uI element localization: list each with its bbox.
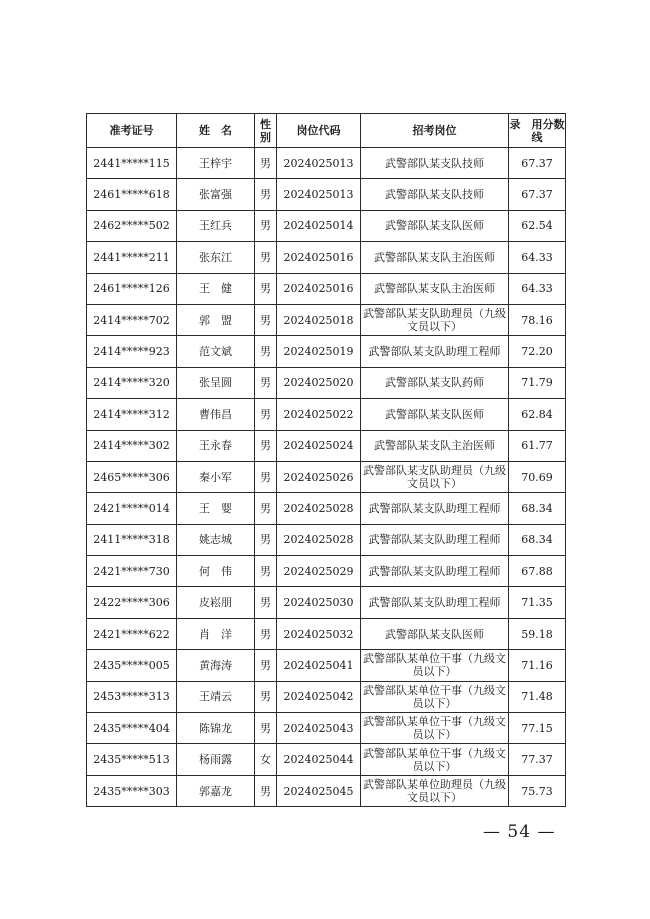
cell-gender: 男: [255, 336, 277, 367]
cell-name: 郭嘉龙: [177, 775, 255, 806]
table-row: [87, 273, 566, 304]
cell-id: 2461*****618: [87, 179, 177, 210]
cell-id: 2411*****318: [87, 524, 177, 555]
cell-name: 王 婴: [177, 493, 255, 524]
cell-name: 郭 盟: [177, 304, 255, 335]
cell-post: 武警部队某支队主治医师: [361, 430, 509, 461]
cell-score: 71.35: [509, 587, 566, 618]
table-row: [87, 210, 566, 241]
cell-id: 2414*****312: [87, 399, 177, 430]
cell-gender: 男: [255, 775, 277, 806]
cell-score: 75.73: [509, 775, 566, 806]
table-row: [87, 148, 566, 179]
cell-code: 2024025014: [277, 210, 361, 241]
cell-score: 62.84: [509, 399, 566, 430]
cell-post: 武警部队某支队医师: [361, 399, 509, 430]
cell-code: 2024025016: [277, 242, 361, 273]
cell-score: 71.16: [509, 650, 566, 681]
cell-name: 曹伟昌: [177, 399, 255, 430]
cell-gender: 男: [255, 430, 277, 461]
cell-id: 2435*****404: [87, 713, 177, 744]
cell-score: 67.37: [509, 179, 566, 210]
table-header-row: [87, 114, 566, 148]
cell-name: 黄海涛: [177, 650, 255, 681]
cell-gender: 男: [255, 681, 277, 712]
cell-gender: 男: [255, 179, 277, 210]
cell-post: 武警部队某支队助理工程师: [361, 556, 509, 587]
cell-code: 2024025018: [277, 304, 361, 335]
cell-id: 2453*****313: [87, 681, 177, 712]
cell-code: 2024025026: [277, 461, 361, 492]
table-row: [87, 399, 566, 430]
cell-score: 71.79: [509, 367, 566, 398]
cell-score: 62.54: [509, 210, 566, 241]
cell-name: 何 伟: [177, 556, 255, 587]
cell-code: 2024025028: [277, 524, 361, 555]
cell-gender: 男: [255, 304, 277, 335]
cell-name: 陈锦龙: [177, 713, 255, 744]
cell-post: 武警部队某支队助理工程师: [361, 587, 509, 618]
table-row: [87, 681, 566, 712]
cell-code: 2024025013: [277, 179, 361, 210]
cell-code: 2024025044: [277, 744, 361, 775]
cell-code: 2024025043: [277, 713, 361, 744]
cell-post: 武警部队某支队主治医师: [361, 273, 509, 304]
cell-gender: 男: [255, 210, 277, 241]
cell-post: 武警部队某单位干事（九级文员以下）: [361, 713, 509, 744]
cell-post: 武警部队某支队助理员（九级文员以下）: [361, 304, 509, 335]
cell-score: 77.37: [509, 744, 566, 775]
cell-code: 2024025024: [277, 430, 361, 461]
cell-code: 2024025041: [277, 650, 361, 681]
table-row: [87, 524, 566, 555]
cell-post: 武警部队某支队技师: [361, 148, 509, 179]
cell-name: 张富强: [177, 179, 255, 210]
table-row: [87, 618, 566, 649]
header-score: 录 用分数线: [509, 114, 566, 148]
table-row: [87, 713, 566, 744]
cell-score: 72.20: [509, 336, 566, 367]
table-row: [87, 179, 566, 210]
cell-id: 2414*****320: [87, 367, 177, 398]
table-row: [87, 650, 566, 681]
cell-post: 武警部队某支队医师: [361, 618, 509, 649]
cell-score: 70.69: [509, 461, 566, 492]
cell-id: 2422*****306: [87, 587, 177, 618]
cell-gender: 男: [255, 148, 277, 179]
cell-id: 2465*****306: [87, 461, 177, 492]
cell-post: 武警部队某支队医师: [361, 210, 509, 241]
table-row: [87, 304, 566, 335]
cell-id: 2462*****502: [87, 210, 177, 241]
cell-gender: 男: [255, 713, 277, 744]
cell-name: 姚志城: [177, 524, 255, 555]
cell-score: 77.15: [509, 713, 566, 744]
cell-post: 武警部队某支队主治医师: [361, 242, 509, 273]
cell-gender: 男: [255, 618, 277, 649]
cell-score: 64.33: [509, 273, 566, 304]
cell-id: 2414*****302: [87, 430, 177, 461]
cell-gender: 男: [255, 242, 277, 273]
cell-name: 王梓宇: [177, 148, 255, 179]
cell-id: 2441*****211: [87, 242, 177, 273]
table-row: [87, 493, 566, 524]
cell-gender: 男: [255, 556, 277, 587]
table-row: [87, 775, 566, 806]
cell-post: 武警部队某支队技师: [361, 179, 509, 210]
cell-id: 2435*****513: [87, 744, 177, 775]
table-row: [87, 587, 566, 618]
cell-code: 2024025013: [277, 148, 361, 179]
cell-code: 2024025030: [277, 587, 361, 618]
cell-post: 武警部队某支队药师: [361, 367, 509, 398]
cell-id: 2421*****622: [87, 618, 177, 649]
cell-gender: 男: [255, 367, 277, 398]
cell-gender: 男: [255, 587, 277, 618]
cell-name: 王红兵: [177, 210, 255, 241]
cell-code: 2024025020: [277, 367, 361, 398]
cell-gender: 女: [255, 744, 277, 775]
cell-id: 2435*****303: [87, 775, 177, 806]
cell-code: 2024025028: [277, 493, 361, 524]
cell-id: 2435*****005: [87, 650, 177, 681]
header-gender: 性别: [255, 114, 277, 148]
cell-score: 64.33: [509, 242, 566, 273]
cell-id: 2461*****126: [87, 273, 177, 304]
table-row: [87, 744, 566, 775]
cell-post: 武警部队某支队助理工程师: [361, 493, 509, 524]
cell-score: 67.37: [509, 148, 566, 179]
table-body: [87, 148, 566, 807]
header-code: 岗位代码: [277, 114, 361, 148]
cell-score: 68.34: [509, 524, 566, 555]
cell-code: 2024025016: [277, 273, 361, 304]
cell-id: 2441*****115: [87, 148, 177, 179]
cell-id: 2414*****702: [87, 304, 177, 335]
page-number: — 54 —: [483, 822, 556, 842]
cell-score: 71.48: [509, 681, 566, 712]
cell-score: 59.18: [509, 618, 566, 649]
cell-gender: 男: [255, 273, 277, 304]
cell-post: 武警部队某单位干事（九级文员以下）: [361, 650, 509, 681]
cell-code: 2024025019: [277, 336, 361, 367]
cell-gender: 男: [255, 493, 277, 524]
cell-code: 2024025022: [277, 399, 361, 430]
table-row: [87, 430, 566, 461]
cell-post: 武警部队某支队助理工程师: [361, 524, 509, 555]
cell-post: 武警部队某单位干事（九级文员以下）: [361, 744, 509, 775]
table-row: [87, 242, 566, 273]
header-name: 姓 名: [177, 114, 255, 148]
cell-gender: 男: [255, 524, 277, 555]
cell-id: 2421*****014: [87, 493, 177, 524]
cell-post: 武警部队某支队助理工程师: [361, 336, 509, 367]
cell-name: 张东江: [177, 242, 255, 273]
cell-post: 武警部队某单位干事（九级文员以下）: [361, 681, 509, 712]
cell-score: 78.16: [509, 304, 566, 335]
table-row: [87, 336, 566, 367]
cell-id: 2421*****730: [87, 556, 177, 587]
results-table: [86, 113, 566, 807]
cell-name: 肖 洋: [177, 618, 255, 649]
header-post: 招考岗位: [361, 114, 509, 148]
cell-score: 68.34: [509, 493, 566, 524]
cell-id: 2414*****923: [87, 336, 177, 367]
cell-code: 2024025032: [277, 618, 361, 649]
cell-name: 杨雨露: [177, 744, 255, 775]
cell-gender: 男: [255, 461, 277, 492]
cell-gender: 男: [255, 650, 277, 681]
cell-gender: 男: [255, 399, 277, 430]
cell-name: 范文斌: [177, 336, 255, 367]
table-row: [87, 367, 566, 398]
cell-score: 67.88: [509, 556, 566, 587]
cell-post: 武警部队某支队助理员（九级文员以下）: [361, 461, 509, 492]
cell-post: 武警部队某单位助理员（九级文员以下）: [361, 775, 509, 806]
cell-name: 皮崧朋: [177, 587, 255, 618]
cell-code: 2024025045: [277, 775, 361, 806]
cell-name: 王永春: [177, 430, 255, 461]
cell-name: 王靖云: [177, 681, 255, 712]
table-row: [87, 556, 566, 587]
cell-name: 王 健: [177, 273, 255, 304]
cell-code: 2024025029: [277, 556, 361, 587]
cell-score: 61.77: [509, 430, 566, 461]
cell-name: 秦小军: [177, 461, 255, 492]
cell-name: 张呈圆: [177, 367, 255, 398]
cell-code: 2024025042: [277, 681, 361, 712]
header-id: 准考证号: [87, 114, 177, 148]
table-row: [87, 461, 566, 492]
